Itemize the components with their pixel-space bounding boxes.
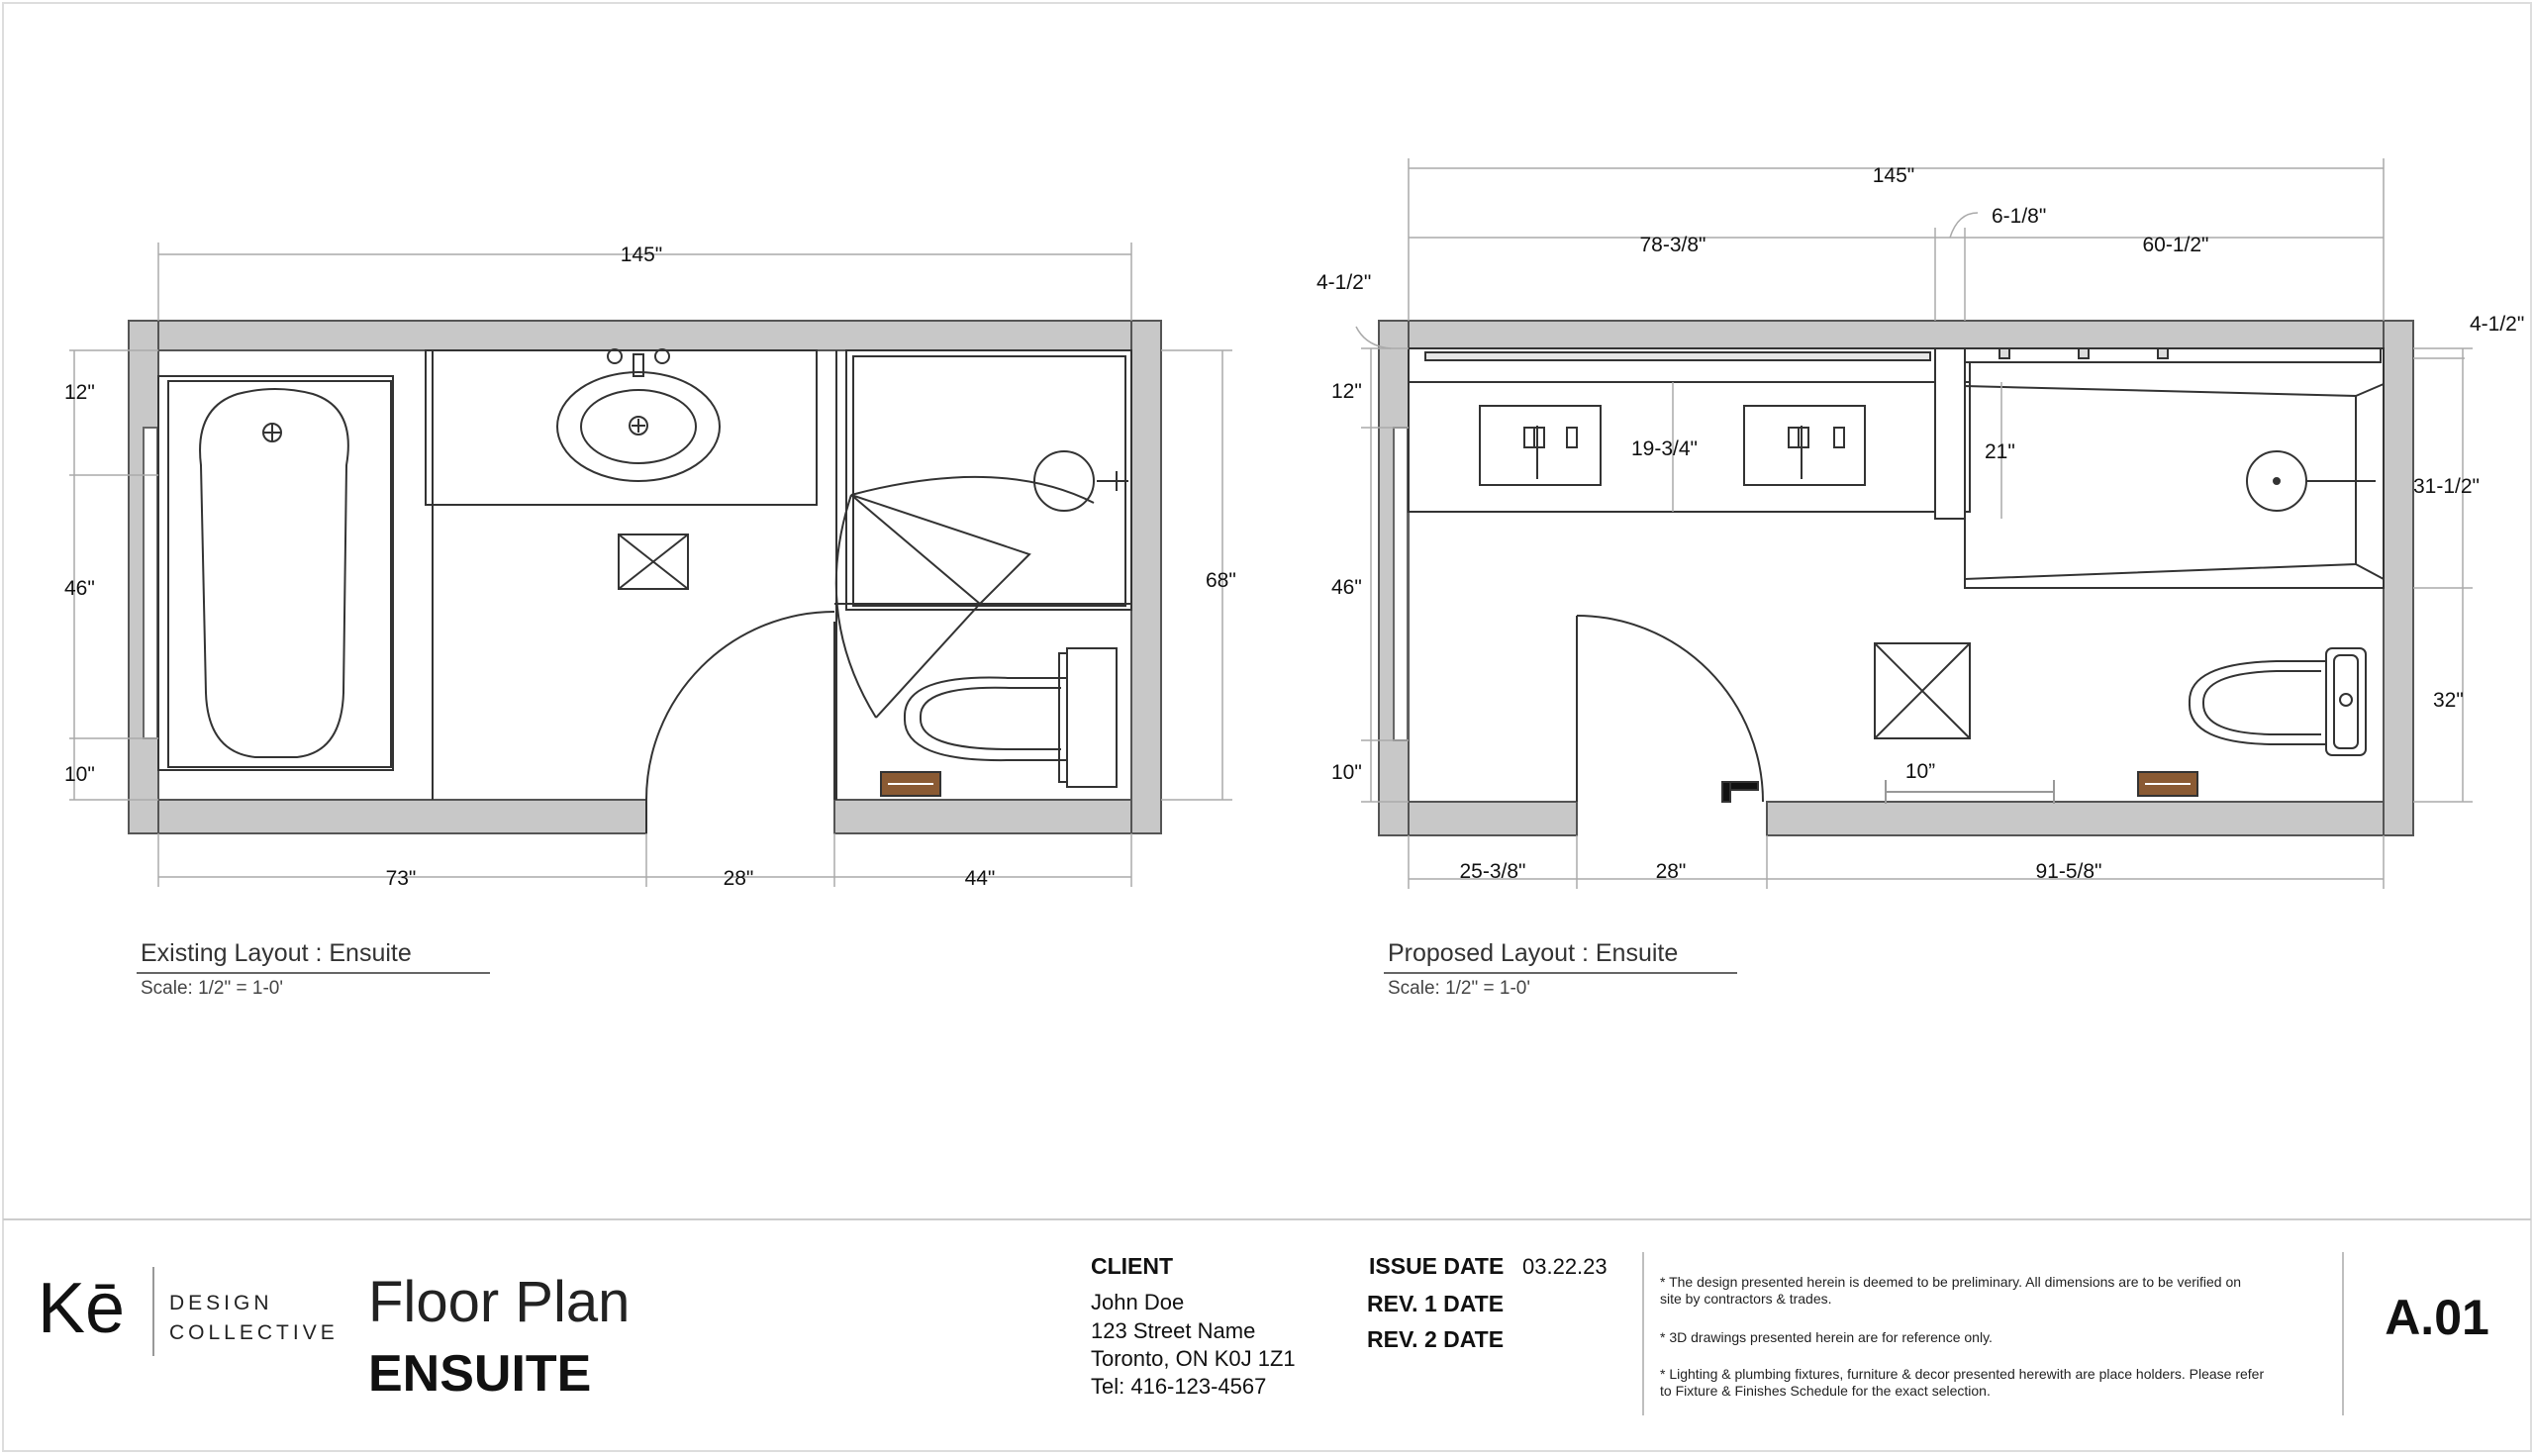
proposed-plan <box>1379 321 2413 835</box>
client-name: John Doe <box>1091 1290 1185 1314</box>
issue-date-value: 03.22.23 <box>1522 1254 1608 1279</box>
existing-plan-title: Existing Layout : Ensuite <box>141 939 412 967</box>
existing-vanity <box>426 349 817 505</box>
proposed-dim-left-middle: 46" <box>1331 576 1362 599</box>
existing-dim-bottom-right: 44" <box>964 867 996 890</box>
proposed-door <box>1577 616 1763 802</box>
proposed-dim-right-offset: 4-1/2" <box>2470 313 2525 336</box>
proposed-partition-wall <box>1935 348 1965 519</box>
proposed-dim-left-top: 12" <box>1331 380 1362 403</box>
proposed-dim-wall-gap: 6-1/8" <box>1992 205 2047 228</box>
proposed-dim-tub-depth: 31-1/2" <box>2413 475 2480 498</box>
note-line-3: * 3D drawings presented herein are for reference only. <box>1660 1329 1993 1345</box>
issue-date-label: ISSUE DATE <box>1369 1253 1505 1279</box>
existing-dim-bottom-door: 28" <box>723 867 754 890</box>
proposed-dim-vanity-depth: 19-3/4" <box>1631 437 1698 460</box>
existing-plan-scale: Scale: 1/2" = 1-0' <box>141 978 283 999</box>
proposed-window <box>1394 428 1408 740</box>
existing-dim-right-height: 68" <box>1206 569 1236 592</box>
existing-shower <box>836 350 1131 718</box>
note-line-5: to Fixture & Finishes Schedule for the exact selection. <box>1660 1383 1991 1399</box>
client-street: 123 Street Name <box>1091 1318 1256 1343</box>
existing-window <box>144 428 157 738</box>
proposed-plan-scale: Scale: 1/2" = 1-0' <box>1388 978 1530 999</box>
proposed-dim-toilet-depth: 32" <box>2433 689 2464 712</box>
proposed-dim-overall-width: 145" <box>1872 164 1915 187</box>
proposed-dim-bottom-door: 28" <box>1655 860 1687 883</box>
proposed-double-vanity <box>1409 348 1970 512</box>
sheet-number: A.01 <box>2385 1290 2489 1345</box>
proposed-dim-bottom-left: 25-3/8" <box>1459 860 1526 883</box>
note-line-2: site by contractors & trades. <box>1660 1291 1832 1307</box>
existing-door <box>646 612 834 833</box>
proposed-dim-vanity-width: 78-3/8" <box>1639 234 1706 256</box>
proposed-plan-title: Proposed Layout : Ensuite <box>1388 939 1679 967</box>
existing-toilet <box>905 648 1117 787</box>
proposed-dim-rail-gap: 10” <box>1904 760 1936 783</box>
existing-dim-overall-width: 145" <box>620 243 663 266</box>
proposed-bathtub <box>1965 348 2384 588</box>
proposed-floor-drain <box>1875 643 1970 738</box>
title-block <box>3 1219 2531 1415</box>
proposed-dim-left-bottom: 10" <box>1331 761 1362 784</box>
drawing-subtitle: ENSUITE <box>368 1345 592 1403</box>
existing-dim-left-middle: 46" <box>64 577 95 600</box>
existing-dim-left-top: 12" <box>64 381 95 404</box>
rev1-date-label: REV. 1 DATE <box>1367 1291 1505 1316</box>
proposed-walls <box>1379 321 2413 835</box>
proposed-toilet <box>2190 648 2366 755</box>
note-line-1: * The design presented herein is deemed to be preliminary. All dimensions are to be verified on <box>1660 1274 2242 1290</box>
existing-bathtub <box>158 376 393 770</box>
rev2-date-label: REV. 2 DATE <box>1367 1326 1505 1352</box>
logo-line1: DESIGN <box>169 1292 273 1314</box>
existing-dim-bottom-left: 73" <box>385 867 417 890</box>
proposed-towel-rail <box>1886 780 2054 804</box>
logo-line2: COLLECTIVE <box>169 1321 339 1344</box>
proposed-dim-tub-width: 60-1/2" <box>2142 234 2209 256</box>
logo-mark: Kē <box>38 1269 126 1348</box>
existing-floor-drain <box>619 534 688 589</box>
note-line-4: * Lighting & plumbing fixtures, furniture & decor presented herewith are place holders. Please refer <box>1660 1366 2265 1382</box>
client-label: CLIENT <box>1091 1253 1174 1279</box>
client-city: Toronto, ON K0J 1Z1 <box>1091 1346 1296 1371</box>
proposed-dim-bottom-right: 91-5/8" <box>2035 860 2102 883</box>
existing-plan <box>129 321 1161 833</box>
proposed-dim-wall-depth: 21" <box>1985 440 2015 463</box>
existing-dim-left-bottom: 10" <box>64 763 95 786</box>
drawing-title: Floor Plan <box>368 1270 631 1334</box>
client-phone: Tel: 416-123-4567 <box>1091 1374 1267 1399</box>
proposed-dim-left-offset: 4-1/2" <box>1316 271 1372 294</box>
